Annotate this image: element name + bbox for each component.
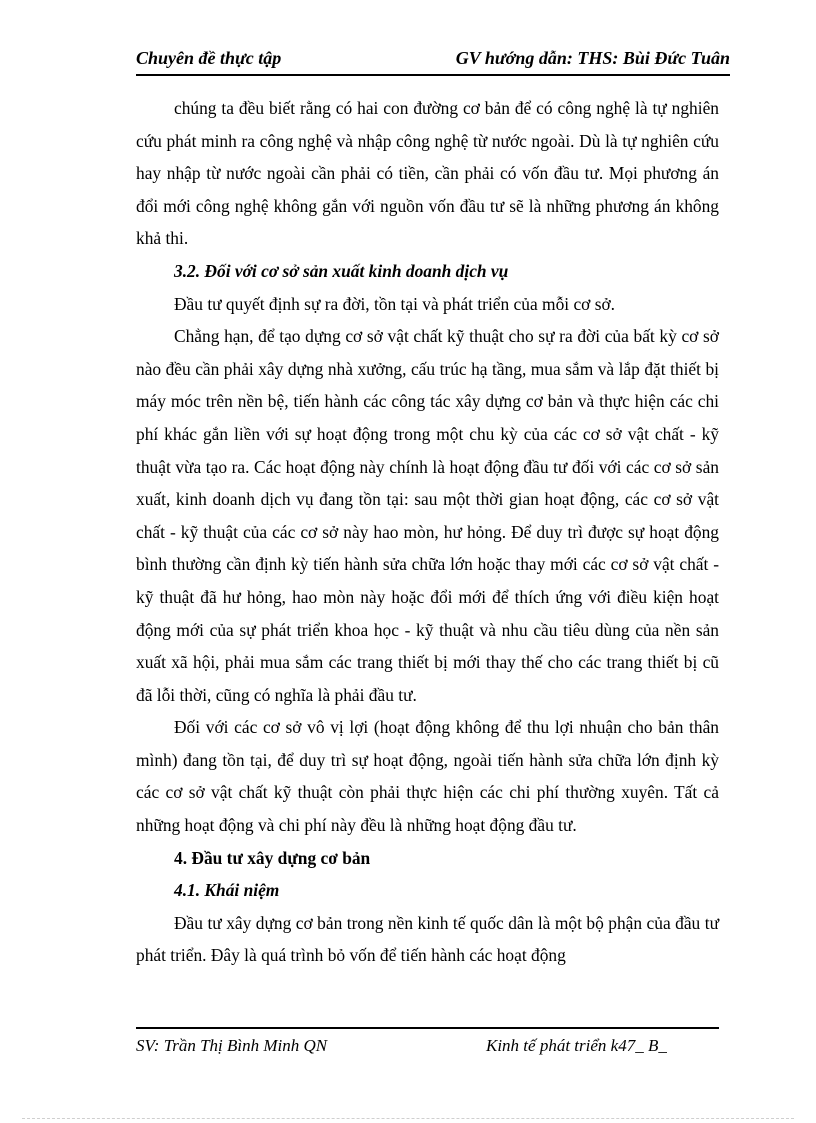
paragraph-example-facilities: Chẳng hạn, để tạo dựng cơ sở vật chất kỹ thuật cho sự ra đời của bất kỳ cơ sở nào đều cần phải xây dựng nhà xưởng, cấu trúc hạ tầng, mua sắm và lắp đặt thiết bị máy móc trên nền bệ, tiến hành các công tác xây dựng cơ bản và thực hiện các chi phí khác gắn liền với sự hoạt động trong một chu kỳ của các cơ sở vật chất - kỹ thuật vừa tạo ra. Các hoạt động này chính là hoạt động đầu tư đối với các cơ sở sản xuất, kinh doanh dịch vụ đang tồn tại: sau một thời gian hoạt động, các cơ sở vật chất - kỹ thuật của các cơ sở này hao mòn, hư hỏng. Để duy trì được sự hoạt động bình thường cần định kỳ tiến hành sửa chữa lớn hoặc thay mới các cơ sở vật chất - kỹ thuật đã hư hỏng, hao mòn này hoặc đổi mới để thích ứng với điều kiện hoạt động mới của sự phát triển khoa học - kỹ thuật và nhu cầu tiêu dùng của nền sản xuất xã hội, phải mua sắm các trang thiết bị mới thay thế cho các trang thiết bị cũ đã lỗi thời, cũng có nghĩa là phải đầu tư. xyxy=(136,326,719,705)
page-header xyxy=(136,48,730,76)
paragraph-technology-investment: chúng ta đều biết rằng có hai con đường cơ bản để có công nghệ là tự nghiên cứu phát minh ra công nghệ và nhập công nghệ từ nước ngoài. Dù là tự nghiên cứu hay nhập từ nước ngoài cần phải có tiền, cần phải có vốn đầu tư. Mọi phương án đổi mới công nghệ không gắn với nguồn vốn đầu tư sẽ là những phương án không khả thi. xyxy=(136,98,719,249)
page-boundary-divider xyxy=(22,1118,794,1119)
page-footer xyxy=(136,1027,719,1055)
footer-student-name: SV: Trần Thị Bình Minh QN xyxy=(136,1036,328,1055)
section-heading-3-2: 3.2. Đối với cơ sở sản xuất kinh doanh dịch vụ xyxy=(174,260,509,281)
section-heading-4-1: 4.1. Khái niệm xyxy=(174,880,280,901)
section-heading-4: 4. Đầu tư xây dựng cơ bản xyxy=(174,847,371,868)
header-advisor: GV hướng dẫn: THS: Bùi Đức Tuân xyxy=(455,48,730,68)
page-body xyxy=(136,92,719,972)
footer-class: Kinh tế phát triển k47_ B_ xyxy=(486,1036,667,1055)
header-doc-title: Chuyên đề thực tập xyxy=(136,48,282,68)
paragraph-nonprofit-facilities: Đối với các cơ sở vô vị lợi (hoạt động không để thu lợi nhuận cho bản thân mình) đang tồn tại, để duy trì sự hoạt động, ngoài tiến hành sửa chữa lớn định kỳ các cơ sở vật chất kỹ thuật còn phải thực hiện các chi phí thường xuyên. Tất cả những hoạt động và chi phí này đều là những hoạt động đầu tư. xyxy=(136,717,719,836)
paragraph-investment-decides: Đầu tư quyết định sự ra đời, tồn tại và phát triển của mỗi cơ sở. xyxy=(174,293,616,314)
paragraph-basic-construction-definition: Đầu tư xây dựng cơ bản trong nền kinh tế quốc dân là một bộ phận của đầu tư phát triển. Đây là quá trình bỏ vốn để tiến hành các hoạt động xyxy=(136,912,719,966)
